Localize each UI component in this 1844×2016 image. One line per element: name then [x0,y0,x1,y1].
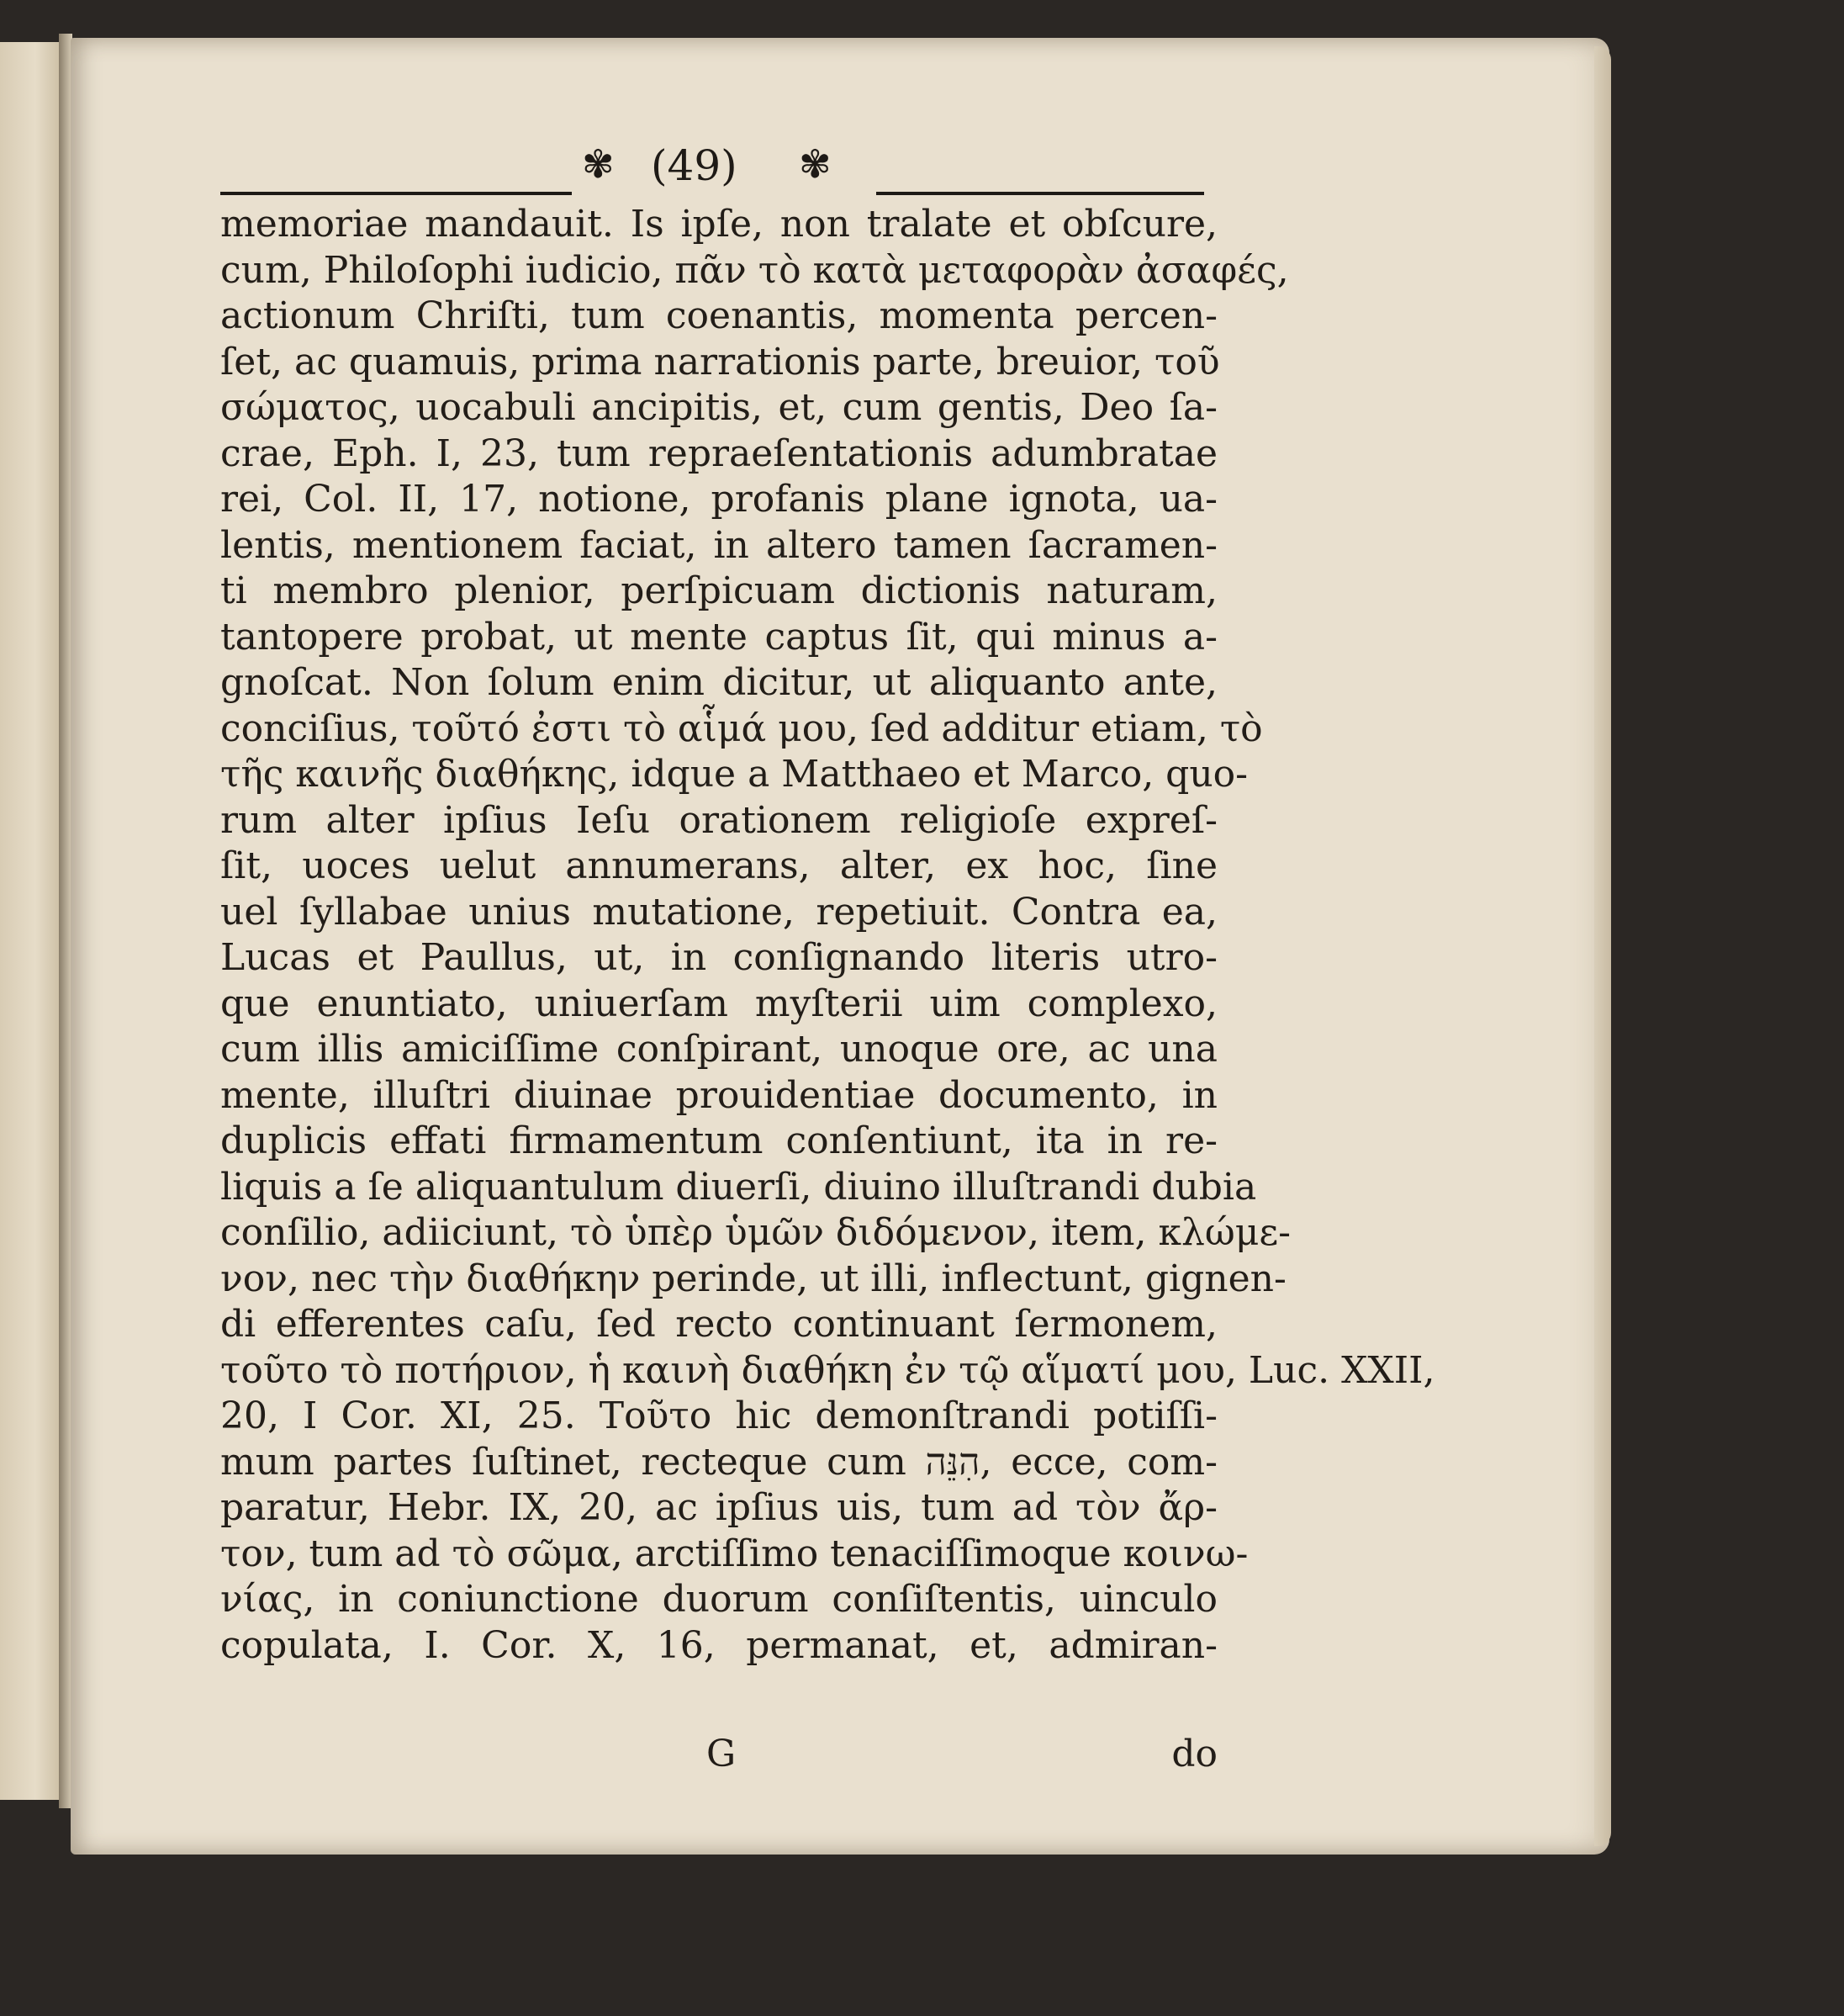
text-line: τοῦτο τὸ ποτήριον, ἡ καινὴ διαθήκη ἐν τῷ αἵματί μου, Luc. XXII, [220,1348,1435,1392]
header-rule-right [876,192,1204,195]
text-line: mum partes ſuſtinet, recteque cum הִנֵּה, ecce, com- [220,1440,1218,1484]
catchword: do [1171,1733,1218,1775]
text-line: tantopere probat, ut mente captus ſit, qui minus a- [220,615,1218,659]
text-line: νον, nec τὴν διαθήκην perinde, ut illi, inflectunt, gignen- [220,1257,1287,1300]
text-line: Lucas et Paullus, ut, in conſignando literis utro- [220,936,1218,979]
text-line: copulata, I. Cor. X, 16, permanat, et, admiran- [220,1623,1218,1667]
body-text [220,202,1435,1669]
text-line: cum illis amiciſſime conſpirant, unoque ore, ac una [220,1028,1218,1071]
text-line: νίας, in coniunctione duorum conſiſtentis, uinculo [220,1578,1218,1621]
text-line: σώματος, uocabuli ancipitis, et, cum gentis, Deo ſa- [220,386,1218,429]
text-line: actionum Chriſti, tum coenantis, momenta percen- [220,294,1218,337]
text-line: gnoſcat. Non ſolum enim dicitur, ut aliquanto ante, [220,661,1218,704]
text-line: paratur, Hebr. IX, 20, ac ipſius uis, tum ad τὸν ἄρ- [220,1486,1218,1529]
text-line: τῆς καινῆς διαθήκης, idque a Matthaeo et Marco, quo- [220,753,1249,796]
text-line: rum alter ipſius Ieſu orationem religioſe expreſ- [220,798,1218,842]
page-footer [220,1731,1218,1778]
text-line: rei, Col. II, 17, notione, profanis plane ignota, ua- [220,478,1218,521]
signature-mark: G [706,1733,737,1775]
text-line: 20, I Cor. XI, 25. Τοῦτο hic demonſtrandi potiſſi- [220,1394,1218,1437]
flower-ornament-icon: ✾ [799,141,832,187]
text-line: ſit, uoces uelut annumerans, alter, ex hoc, ſine [220,844,1218,887]
text-line: conciſius, τοῦτό ἐστι τὸ αἷμά μου, ſed additur etiam, τὸ [220,706,1263,750]
text-line: τον, tum ad τὸ σῶμα, arctiſſimo tenaciſſimoque κοινω- [220,1532,1249,1575]
running-header [220,143,1204,193]
text-line: mente, illuſtri diuinae prouidentiae documento, in [220,1073,1218,1117]
text-line: conſilio, adiiciunt, τὸ ὑπὲρ ὑμῶν διδόμενον, item, κλώμε- [220,1211,1292,1254]
text-line: cum, Philoſophi iudicio, πᾶν τὸ κατὰ μεταφορὰν ἀσαφές, [220,248,1289,292]
text-line: lentis, mentionem faciat, in altero tamen ſacramen- [220,523,1218,567]
text-line: que enuntiato, uniuerſam myſterii uim complexo, [220,982,1218,1025]
flower-ornament-icon: ✾ [582,141,615,187]
text-line: di efferentes caſu, ſed recto continuant ſermonem, [220,1303,1218,1346]
text-line: ſet, ac quamuis, prima narrationis parte, breuior, τοῦ [220,340,1220,384]
text-line: ti membro plenior, perſpicuam dictionis naturam, [220,569,1218,612]
text-line: liquis a ſe aliquantulum diuerſi, diuino illuſtrandi dubia [220,1165,1257,1209]
text-line: duplicis effati firmamentum conſentiunt, ita in re- [220,1119,1218,1162]
header-rule-left [220,192,572,195]
page-fore-edge [1594,46,1611,1846]
page-number: (49) [651,141,737,190]
facing-page-edge [0,42,61,1800]
text-line: memoriae mandauit. Is ipſe, non tralate et obſcure, [220,203,1218,246]
text-line: uel ſyllabae unius mutatione, repetiuit. Contra ea, [220,890,1218,934]
text-line: crae, Eph. I, 23, tum repraeſentationis adumbratae [220,431,1218,475]
